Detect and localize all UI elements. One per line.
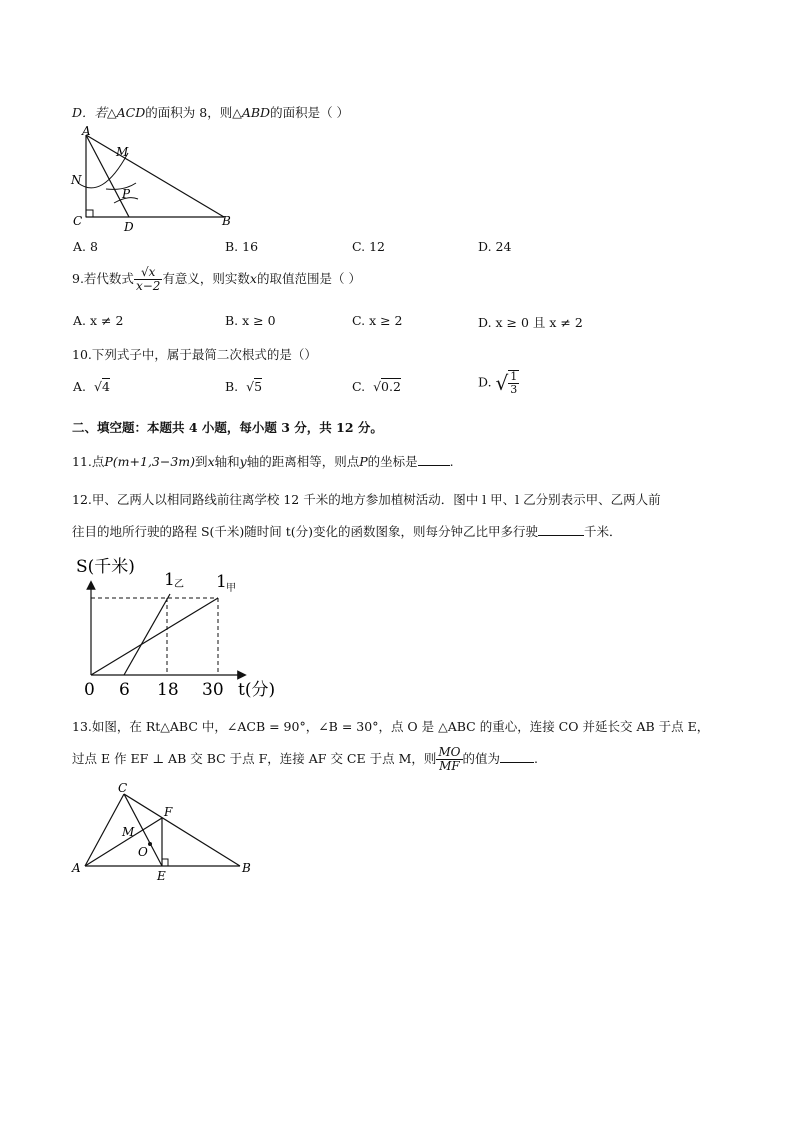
q13-end: . bbox=[534, 751, 538, 767]
q10-choice-b-radical: √5 bbox=[246, 379, 263, 394]
q11-prefix: 11.点 bbox=[72, 454, 105, 469]
q11-mid2: 轴和 bbox=[214, 454, 240, 469]
q11-suffix2: 的坐标是 bbox=[367, 454, 418, 469]
q10-choice-c-label: C. bbox=[352, 379, 366, 394]
q13-label-o: O bbox=[138, 845, 148, 859]
q13-line2-a: 过点 E 作 EF ⊥ AB 交 BC 于点 F，连接 AF 交 CE 于点 M，则 bbox=[72, 751, 437, 767]
q9-choice-d: D. x ≥ 0 且 x ≠ 2 bbox=[478, 315, 583, 330]
q9-prefix: 9.若代数式 bbox=[72, 271, 134, 287]
q13-line2 bbox=[72, 746, 538, 773]
q9-stem bbox=[72, 266, 361, 293]
q11-y-axis: y bbox=[239, 454, 247, 469]
q12-line-yi bbox=[124, 594, 170, 675]
q11-point: P(m+1,3−3m) bbox=[104, 454, 196, 469]
q10-choice-c bbox=[352, 379, 401, 394]
q12-line-yi-sub: 乙 bbox=[174, 579, 184, 590]
q8-option-d-text bbox=[72, 103, 349, 121]
q12-y-label: S(千米) bbox=[76, 557, 135, 577]
q10-choice-d-radical-sign: √ bbox=[495, 371, 509, 396]
q10-choice-a-radicand: 4 bbox=[101, 379, 110, 394]
q12-x-label: t(分) bbox=[238, 680, 276, 700]
q10-choice-c-radicand: 0.2 bbox=[381, 379, 401, 394]
q13-side-ac bbox=[85, 794, 124, 866]
q12-line1: 12.甲、乙两人以相同路线前往离学校 12 千米的地方参加植树活动．图中 l 甲、l 乙分别表示甲、乙两人前 bbox=[72, 492, 661, 507]
q13-label-e: E bbox=[157, 869, 166, 882]
q10-choice-a bbox=[73, 379, 110, 394]
section2-heading: 二、填空题：本题共 4 小题，每小题 3 分，共 12 分。 bbox=[72, 420, 383, 435]
q12-line2-a: 往目的地所行驶的路程 S(千米)随时间 t(分)变化的函数图象，则每分钟乙比甲多行驶 bbox=[72, 524, 539, 539]
q13-line1: 13.如图，在 Rt△ABC 中，∠ACB = 90°，∠B = 30°，点 O 是 △ABC 的重心，连接 CO 并延长交 AB 于点 E， bbox=[72, 719, 710, 734]
q11-answer-blank[interactable] bbox=[418, 465, 450, 466]
q9-choice-c: C. x ≥ 2 bbox=[352, 313, 403, 328]
q13-frac-den: MF bbox=[439, 759, 460, 774]
q12-line2-b: 千米． bbox=[584, 524, 622, 539]
q10-choice-d-fraction bbox=[508, 370, 519, 396]
q12-tick-6: 6 bbox=[119, 680, 130, 700]
q10-frac-den: 3 bbox=[510, 383, 518, 397]
q8-triangle-figure bbox=[66, 125, 246, 237]
q10-choice-c-radical: √0.2 bbox=[373, 379, 401, 394]
q10-choice-d-label: D. bbox=[478, 374, 492, 390]
q10-choice-a-label: A. bbox=[73, 379, 87, 394]
q10-choice-b-radicand: 5 bbox=[254, 379, 263, 394]
q12-line-jia-label: 1 bbox=[216, 572, 227, 592]
q11-stem bbox=[72, 452, 454, 470]
q10-choice-d bbox=[478, 370, 519, 396]
q9-fraction bbox=[134, 266, 162, 293]
q12-tick-0: 0 bbox=[84, 680, 95, 700]
q8-arc-p1 bbox=[106, 183, 136, 189]
q12-line-yi-label: 1 bbox=[164, 570, 175, 590]
q13-triangle-figure bbox=[68, 782, 268, 882]
q13-frac-num: MO bbox=[438, 745, 461, 759]
q13-label-m: M bbox=[122, 825, 135, 839]
q12-answer-blank[interactable] bbox=[538, 535, 584, 536]
q9-var: x bbox=[249, 271, 257, 287]
q10-choice-b bbox=[225, 379, 262, 394]
q8-tri-abd: △ABD bbox=[232, 105, 271, 120]
q13-answer-blank[interactable] bbox=[500, 762, 534, 763]
q8-choice-d: D. 24 bbox=[478, 239, 512, 254]
q9-suffix: 有意义，则实数 bbox=[162, 271, 250, 287]
q8-label-a: A bbox=[82, 125, 91, 138]
q11-x-axis: x bbox=[207, 454, 215, 469]
q13-label-a: A bbox=[72, 861, 81, 875]
q8-option-d-label: D．若 bbox=[72, 105, 108, 120]
q8-right-angle-mark bbox=[86, 210, 93, 217]
q12-distance-time-graph bbox=[70, 553, 290, 701]
q10-stem: 10.下列式子中，属于最简二次根式的是（） bbox=[72, 347, 317, 362]
q12-line-jia bbox=[91, 598, 218, 675]
q13-label-f: F bbox=[164, 805, 173, 819]
q8-option-d-mid: 的面积为 8，则 bbox=[145, 105, 233, 120]
q8-option-d-end: 的面积是（ ） bbox=[270, 105, 350, 120]
q12-tick-18: 18 bbox=[157, 680, 179, 700]
q13-label-c: C bbox=[118, 782, 128, 795]
q9-choice-a: A. x ≠ 2 bbox=[73, 313, 124, 328]
q11-mid: 到 bbox=[195, 454, 208, 469]
q8-label-p: P bbox=[122, 187, 131, 201]
q8-label-n: N bbox=[71, 173, 82, 187]
q8-label-m: M bbox=[116, 145, 129, 159]
q8-side-ab bbox=[86, 135, 224, 217]
q8-tri-acd: △ACD bbox=[107, 105, 146, 120]
q11-p: P bbox=[359, 454, 368, 469]
q13-right-angle-mark bbox=[162, 859, 168, 866]
q13-line2-b: 的值为 bbox=[462, 751, 501, 767]
q8-choice-b: B. 16 bbox=[225, 239, 259, 254]
q9-choice-b: B. x ≥ 0 bbox=[225, 313, 276, 328]
q13-fraction bbox=[436, 746, 462, 773]
q10-choice-a-radical: √4 bbox=[94, 379, 110, 394]
q12-line-jia-sub: 甲 bbox=[226, 583, 236, 594]
q11-end: . bbox=[449, 454, 454, 469]
q10-frac-num: 1 bbox=[510, 370, 518, 383]
q9-frac-num: √x bbox=[134, 266, 162, 280]
q12-tick-30: 30 bbox=[202, 680, 224, 700]
q8-choice-c: C. 12 bbox=[352, 239, 385, 254]
q11-suffix: 轴的距离相等，则点 bbox=[246, 454, 360, 469]
q8-label-c: C bbox=[73, 214, 83, 228]
q8-label-b: B bbox=[222, 214, 231, 228]
q9-frac-den: x−2 bbox=[135, 279, 161, 294]
q8-label-d: D bbox=[124, 220, 134, 234]
q12-line2 bbox=[72, 522, 622, 540]
q13-label-b: B bbox=[242, 861, 251, 875]
q13-point-o bbox=[148, 842, 152, 846]
q8-choice-a: A. 8 bbox=[73, 239, 98, 254]
q10-choice-b-label: B. bbox=[225, 379, 239, 394]
q9-suffix2: 的取值范围是（ ） bbox=[256, 271, 361, 287]
